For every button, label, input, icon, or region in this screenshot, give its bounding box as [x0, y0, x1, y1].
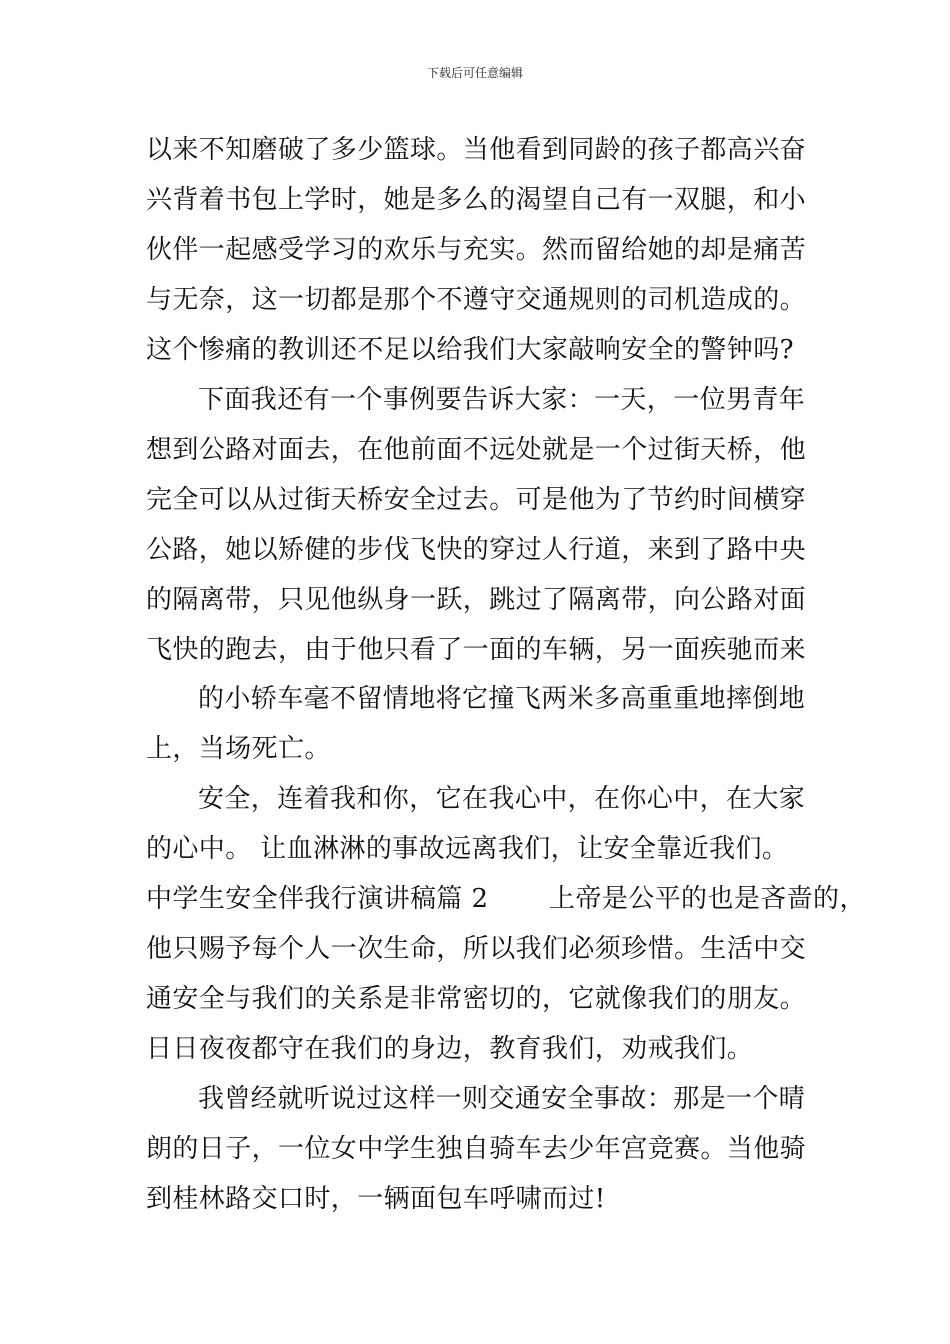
text-line: 与无奈，这一切都是那个不遵守交通规则的司机造成的。	[146, 285, 807, 315]
text-line: 兴背着书包上学时，她是多么的渴望自己有一双腿，和小	[146, 185, 807, 215]
section-title-line: 中学生安全伴我行演讲稿篇 2 上帝是公平的也是吝啬的，	[146, 884, 866, 914]
text-line: 想到公路对面去，在他前面不远处就是一个过街天桥，他	[146, 435, 807, 465]
text-line: 公路，她以矫健的步伐飞快的穿过人行道，来到了路中央	[146, 535, 807, 565]
text-line: 他只赐予每个人一次生命，所以我们必须珍惜。生活中交	[146, 934, 807, 964]
text-line: 这个惨痛的教训还不足以给我们大家敲响安全的警钟吗?	[146, 335, 794, 365]
text-line: 到桂林路交口时，一辆面包车呼啸而过!	[146, 1184, 606, 1214]
page-header: 下载后可任意编辑	[426, 66, 523, 80]
paragraph-start-line: 我曾经就听说过这样一则交通安全事故：那是一个晴	[198, 1084, 806, 1114]
text-line: 通安全与我们的关系是非常密切的，它就像我们的朋友。	[146, 984, 807, 1014]
text-line: 以来不知磨破了多少篮球。当他看到同龄的孩子都高兴奋	[146, 135, 807, 165]
text-line: 的隔离带，只见他纵身一跃，跳过了隔离带，向公路对面	[146, 585, 807, 615]
text-line: 伙伴一起感受学习的欢乐与充实。然而留给她的却是痛苦	[146, 235, 807, 265]
paragraph-start-line: 的小轿车毫不留情地将它撞飞两米多高重重地摔倒地	[198, 684, 806, 714]
text-line: 朗的日子，一位女中学生独自骑车去少年宫竞赛。当他骑	[146, 1134, 807, 1164]
paragraph-start-line: 下面我还有一个事例要告诉大家：一天，一位男青年	[198, 385, 806, 415]
text-line: 完全可以从过街天桥安全过去。可是他为了节约时间横穿	[146, 485, 807, 515]
paragraph-start-line: 安全，连着我和你，它在我心中，在你心中，在大家	[198, 784, 806, 814]
text-line: 日日夜夜都守在我们的身边，教育我们，劝戒我们。	[146, 1034, 754, 1064]
text-line: 的心中。 让血淋淋的事故远离我们，让安全靠近我们。	[146, 834, 789, 864]
text-line: 上，当场死亡。	[146, 734, 331, 764]
text-line: 飞快的跑去，由于他只看了一面的车辆，另一面疾驰而来	[146, 635, 807, 665]
